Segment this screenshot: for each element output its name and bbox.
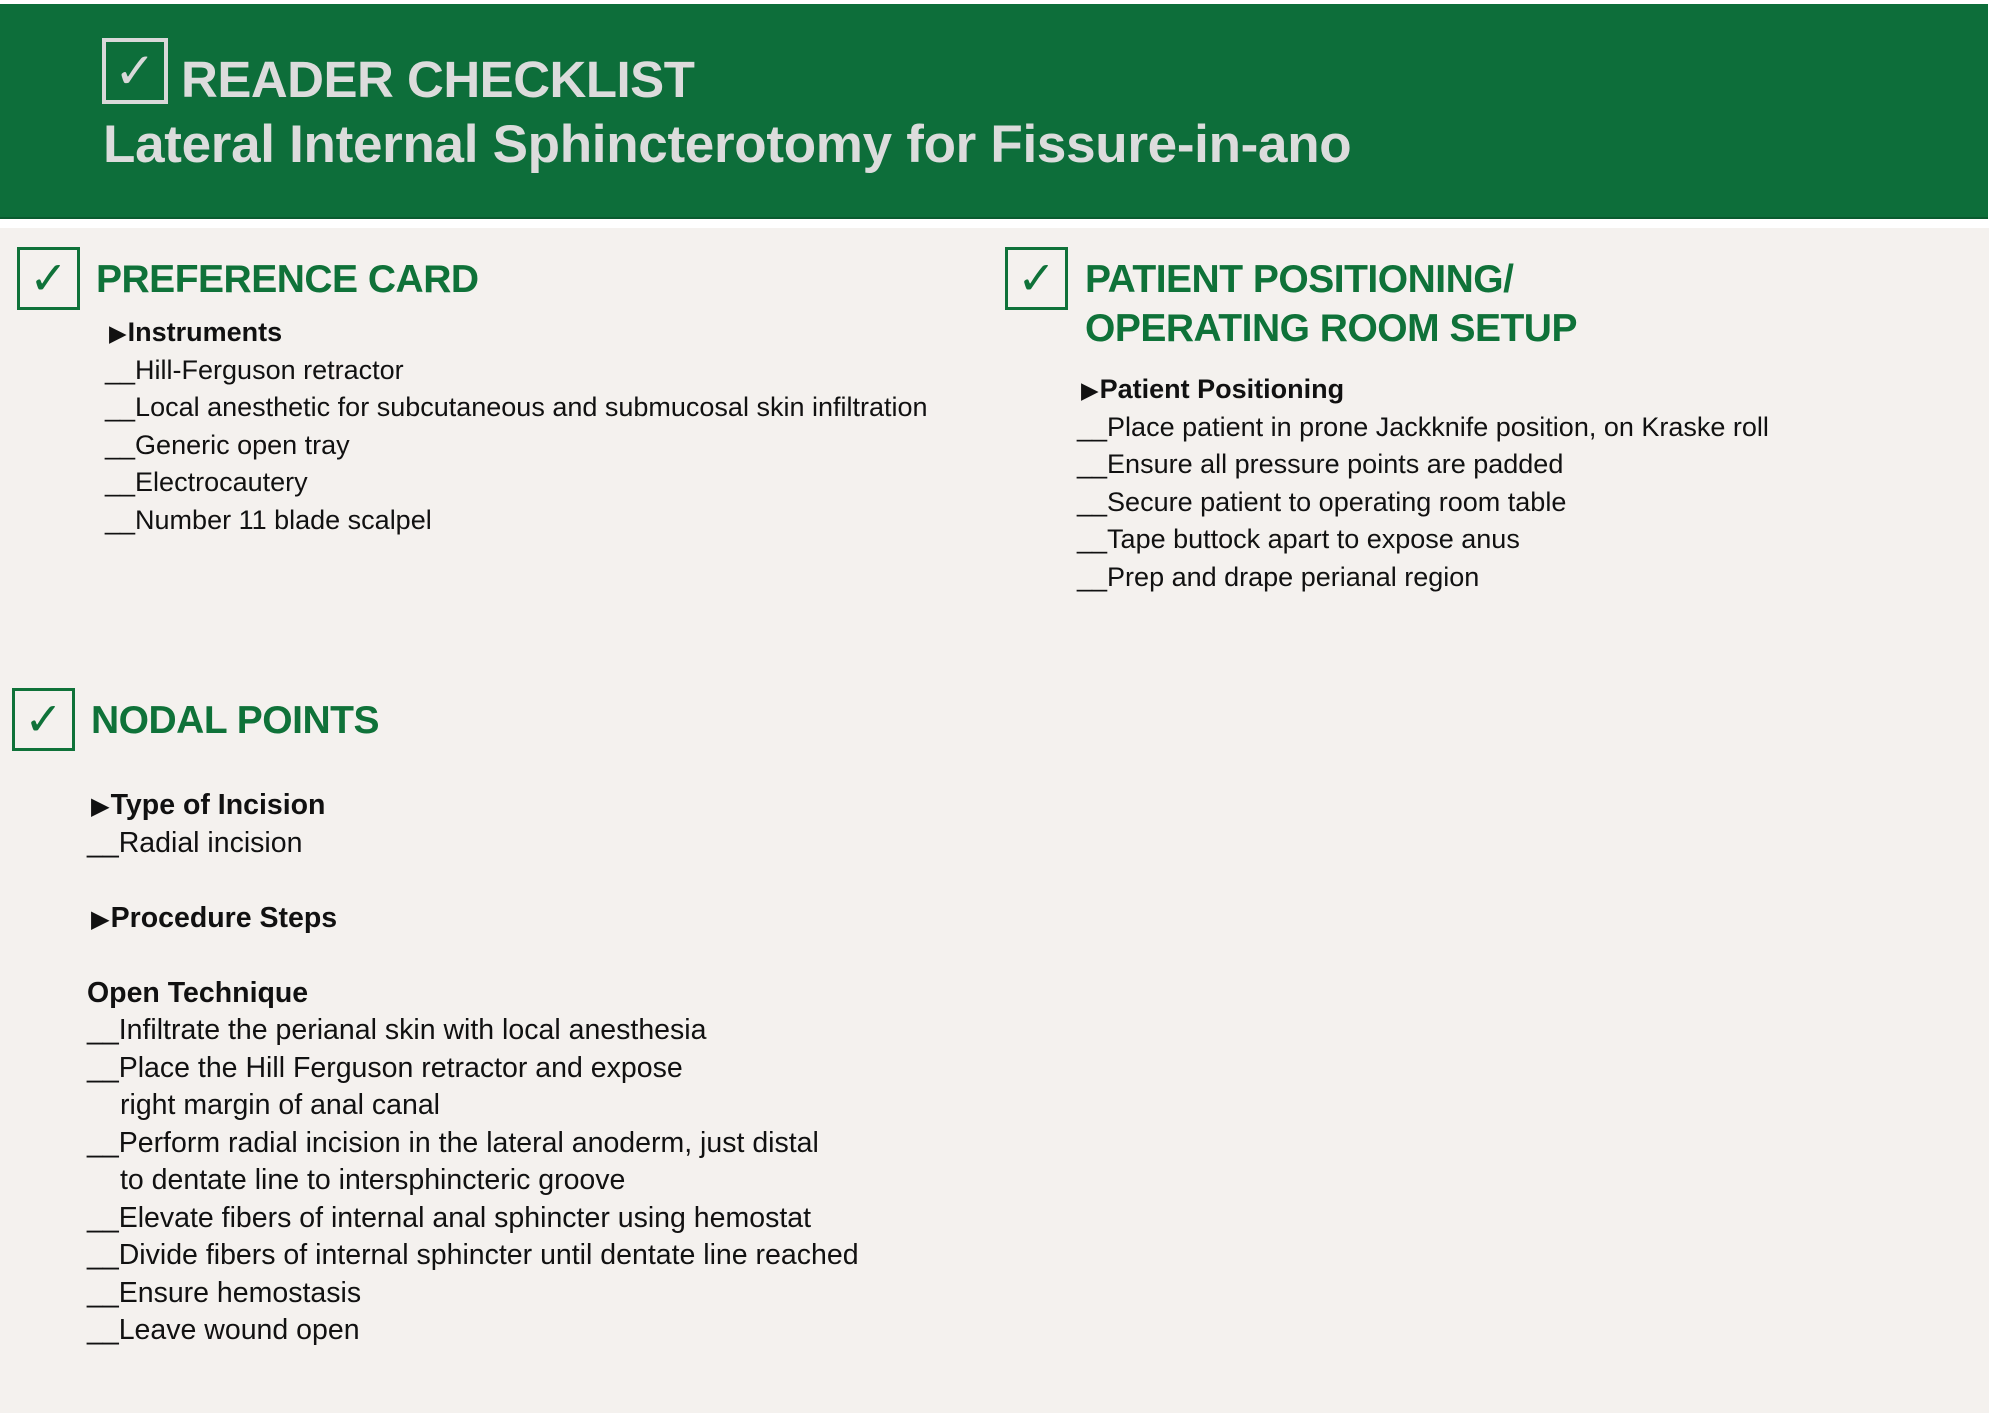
- blank-checkbox-line[interactable]: __: [1077, 524, 1108, 554]
- checklist-item[interactable]: [87, 825, 859, 863]
- blank-checkbox-line[interactable]: __: [1077, 449, 1108, 479]
- item-label: Prep and drape perianal region: [1107, 561, 1480, 592]
- blank-checkbox-line[interactable]: __: [87, 826, 119, 859]
- triangle-bullet-icon: ▶: [109, 321, 127, 347]
- checkbox-checked-icon: ✓: [102, 38, 168, 104]
- checklist-item[interactable]: [105, 464, 928, 502]
- checkbox-checked-icon: ✓: [17, 247, 80, 310]
- blank-checkbox-line[interactable]: __: [105, 467, 136, 497]
- checklist-item[interactable]: [105, 427, 928, 465]
- checklist-item-continuation: right margin of anal canal: [120, 1089, 441, 1121]
- heading-line-2: OPERATING ROOM SETUP: [1085, 307, 1577, 350]
- triangle-bullet-icon: ▶: [91, 792, 110, 820]
- blank-checkbox-line[interactable]: __: [87, 1276, 119, 1309]
- item-label: Number 11 blade scalpel: [135, 504, 432, 535]
- item-label: Electrocautery: [135, 467, 308, 497]
- checklist-title: READER CHECKLIST: [181, 51, 695, 108]
- procedure-title: Lateral Internal Sphincterotomy for Fissure-in-ano: [103, 115, 1352, 174]
- item-label: Ensure hemostasis: [118, 1276, 362, 1309]
- item-label: Local anesthetic for subcutaneous and submucosal skin infiltration: [135, 392, 928, 422]
- patient-positioning-heading: [1085, 255, 1577, 353]
- preference-card-list: [105, 314, 928, 539]
- checklist-item[interactable]: [1077, 409, 1769, 447]
- checklist-item[interactable]: [1077, 484, 1769, 522]
- item-label: Perform radial incision in the lateral anoderm, just distal: [118, 1126, 819, 1159]
- checklist-item[interactable]: [87, 1050, 859, 1088]
- blank-checkbox-line[interactable]: __: [105, 392, 136, 422]
- subheading-label: Type of Incision: [110, 789, 326, 821]
- spacer: [87, 862, 859, 900]
- triangle-bullet-icon: ▶: [1081, 378, 1099, 404]
- item-label: Tape buttock apart to expose anus: [1107, 524, 1520, 554]
- checkbox-checked-icon: ✓: [12, 688, 75, 751]
- blank-checkbox-line[interactable]: __: [105, 429, 136, 460]
- blank-checkbox-line[interactable]: __: [87, 1126, 119, 1159]
- item-label: Secure patient to operating room table: [1107, 486, 1567, 517]
- patient-positioning-subheading: [1077, 371, 1769, 409]
- checklist-item[interactable]: [87, 1125, 859, 1163]
- item-label: Place patient in prone Jackknife position, on Kraske roll: [1107, 411, 1769, 442]
- blank-checkbox-line[interactable]: __: [87, 1314, 119, 1346]
- triangle-bullet-icon: ▶: [91, 904, 110, 933]
- checklist-item[interactable]: [87, 1237, 859, 1275]
- item-label: Hill-Ferguson retractor: [135, 354, 404, 385]
- nodal-points-list: [87, 787, 859, 1350]
- subheading-label: Procedure Steps: [110, 901, 338, 934]
- subheading-label: Patient Positioning: [1099, 374, 1345, 404]
- checklist-item[interactable]: [1077, 559, 1769, 597]
- checklist-item[interactable]: [87, 1012, 859, 1050]
- checklist-item[interactable]: [87, 1200, 859, 1238]
- item-label: Radial incision: [118, 826, 303, 859]
- item-label: Leave wound open: [118, 1314, 360, 1346]
- item-label: Ensure all pressure points are padded: [1107, 449, 1564, 479]
- heading-line-1: PATIENT POSITIONING/: [1085, 258, 1514, 301]
- checklist-item[interactable]: [87, 1312, 859, 1350]
- checklist-item[interactable]: [105, 502, 928, 540]
- patient-positioning-list: [1077, 371, 1769, 596]
- checklist-item[interactable]: [1077, 446, 1769, 484]
- open-technique-heading: Open Technique: [87, 976, 309, 1009]
- blank-checkbox-line[interactable]: __: [87, 1051, 119, 1084]
- checkbox-checked-icon: ✓: [1005, 247, 1068, 310]
- blank-checkbox-line[interactable]: __: [87, 1014, 119, 1046]
- blank-checkbox-line[interactable]: __: [1077, 411, 1108, 442]
- item-label: Infiltrate the perianal skin with local anesthesia: [118, 1014, 707, 1046]
- blank-checkbox-line[interactable]: __: [1077, 486, 1108, 517]
- checklist-item[interactable]: [1077, 521, 1769, 559]
- instruments-subheading: [105, 314, 928, 352]
- item-label: Generic open tray: [135, 429, 350, 460]
- blank-checkbox-line[interactable]: __: [105, 504, 136, 535]
- checklist-item[interactable]: [105, 389, 928, 427]
- incision-type-subheading: [87, 787, 859, 825]
- blank-checkbox-line[interactable]: __: [87, 1239, 119, 1271]
- subheading-label: Instruments: [127, 317, 283, 347]
- blank-checkbox-line[interactable]: __: [87, 1201, 119, 1234]
- checklist-header: [0, 4, 1988, 219]
- spacer: [87, 937, 859, 975]
- blank-checkbox-line[interactable]: __: [1077, 561, 1108, 592]
- checklist-item-continuation: to dentate line to intersphincteric groove: [120, 1164, 626, 1196]
- blank-checkbox-line[interactable]: __: [105, 354, 136, 385]
- procedure-steps-subheading: [87, 900, 859, 938]
- checklist-item[interactable]: [87, 1275, 859, 1313]
- item-label: Place the Hill Ferguson retractor and expose: [118, 1051, 683, 1084]
- item-label: Elevate fibers of internal anal sphincter using hemostat: [118, 1201, 812, 1234]
- nodal-points-heading: NODAL POINTS: [91, 699, 379, 742]
- item-label: Divide fibers of internal sphincter until dentate line reached: [118, 1239, 859, 1271]
- checklist-item[interactable]: [105, 352, 928, 390]
- preference-card-heading: PREFERENCE CARD: [96, 258, 479, 301]
